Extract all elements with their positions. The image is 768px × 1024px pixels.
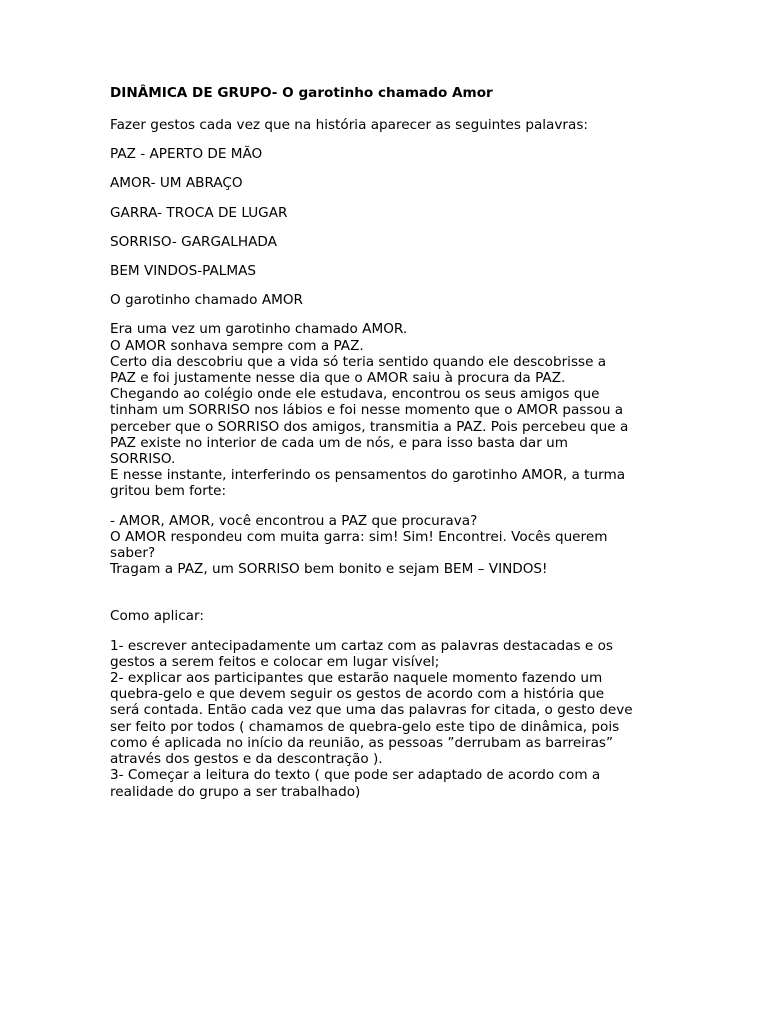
dialogue-paragraph <box>110 513 658 578</box>
howto-line: 2- explicar aos participantes que estarão naquele momento fazendo um <box>110 670 603 687</box>
gesture-item: AMOR- UM ABRAÇO <box>110 175 243 192</box>
story-title: O garotinho chamado AMOR <box>110 292 303 309</box>
dialogue-line: - AMOR, AMOR, você encontrou a PAZ que procurava? <box>110 512 478 529</box>
story-line: O AMOR sonhava sempre com a PAZ. <box>110 337 364 354</box>
howto-line: 3- Começar a leitura do texto ( que pode ser adaptado de acordo com a <box>110 767 601 784</box>
howto-line: através dos gestos e da descontração ). <box>110 751 383 768</box>
document-title: DINÂMICA DE GRUPO- O garotinho chamado Amor <box>110 85 493 101</box>
story-line: Certo dia descobriu que a vida só teria sentido quando ele descobrisse a <box>110 353 607 370</box>
story-line: E nesse instante, interferindo os pensamentos do garotinho AMOR, a turma <box>110 467 626 484</box>
howto-line: 1- escrever antecipadamente um cartaz com as palavras destacadas e os <box>110 637 614 654</box>
gesture-item: GARRA- TROCA DE LUGAR <box>110 204 288 221</box>
story-line: perceber que o SORRISO dos amigos, transmitia a PAZ. Pois percebeu que a <box>110 418 629 435</box>
howto-paragraph <box>110 638 658 800</box>
story-line: Era uma vez um garotinho chamado AMOR. <box>110 321 408 338</box>
howto-line: como é aplicada no início da reunião, as pessoas ”derrubam as barreiras” <box>110 734 614 751</box>
story-line: Chegando ao colégio onde ele estudava, encontrou os seus amigos que <box>110 386 600 403</box>
story-line: PAZ e foi justamente nesse dia que o AMOR saiu à procura da PAZ. <box>110 370 566 387</box>
gesture-item: BEM VINDOS-PALMAS <box>110 263 256 280</box>
howto-line: será contada. Então cada vez que uma das palavras for citada, o gesto deve <box>110 702 633 719</box>
document-page <box>110 83 658 800</box>
story-line: PAZ existe no interior de cada um de nós, e para isso basta dar um <box>110 434 568 451</box>
story-line: SORRISO. <box>110 451 176 468</box>
howto-line: realidade do grupo a ser trabalhado) <box>110 783 361 800</box>
dialogue-line: saber? <box>110 545 156 562</box>
intro-text: Fazer gestos cada vez que na história aparecer as seguintes palavras: <box>110 117 589 133</box>
howto-line: ser feito por todos ( chamamos de quebra-gelo este tipo de dinâmica, pois <box>110 718 620 735</box>
dialogue-line: O AMOR respondeu com muita garra: sim! Sim! Encontrei. Vocês querem <box>110 528 608 545</box>
gesture-item: PAZ - APERTO DE MÃO <box>110 146 263 163</box>
howto-title: Como aplicar: <box>110 608 204 625</box>
howto-line: gestos a serem feitos e colocar em lugar visível; <box>110 653 440 670</box>
gesture-item: SORRISO- GARGALHADA <box>110 233 277 250</box>
howto-line: quebra-gelo e que devem seguir os gestos de acordo com a história que <box>110 686 605 703</box>
story-line: gritou bem forte: <box>110 483 227 500</box>
story-paragraph <box>110 321 658 499</box>
story-line: tinham um SORRISO nos lábios e foi nesse momento que o AMOR passou a <box>110 402 624 419</box>
dialogue-line: Tragam a PAZ, um SORRISO bem bonito e sejam BEM – VINDOS! <box>110 561 548 578</box>
